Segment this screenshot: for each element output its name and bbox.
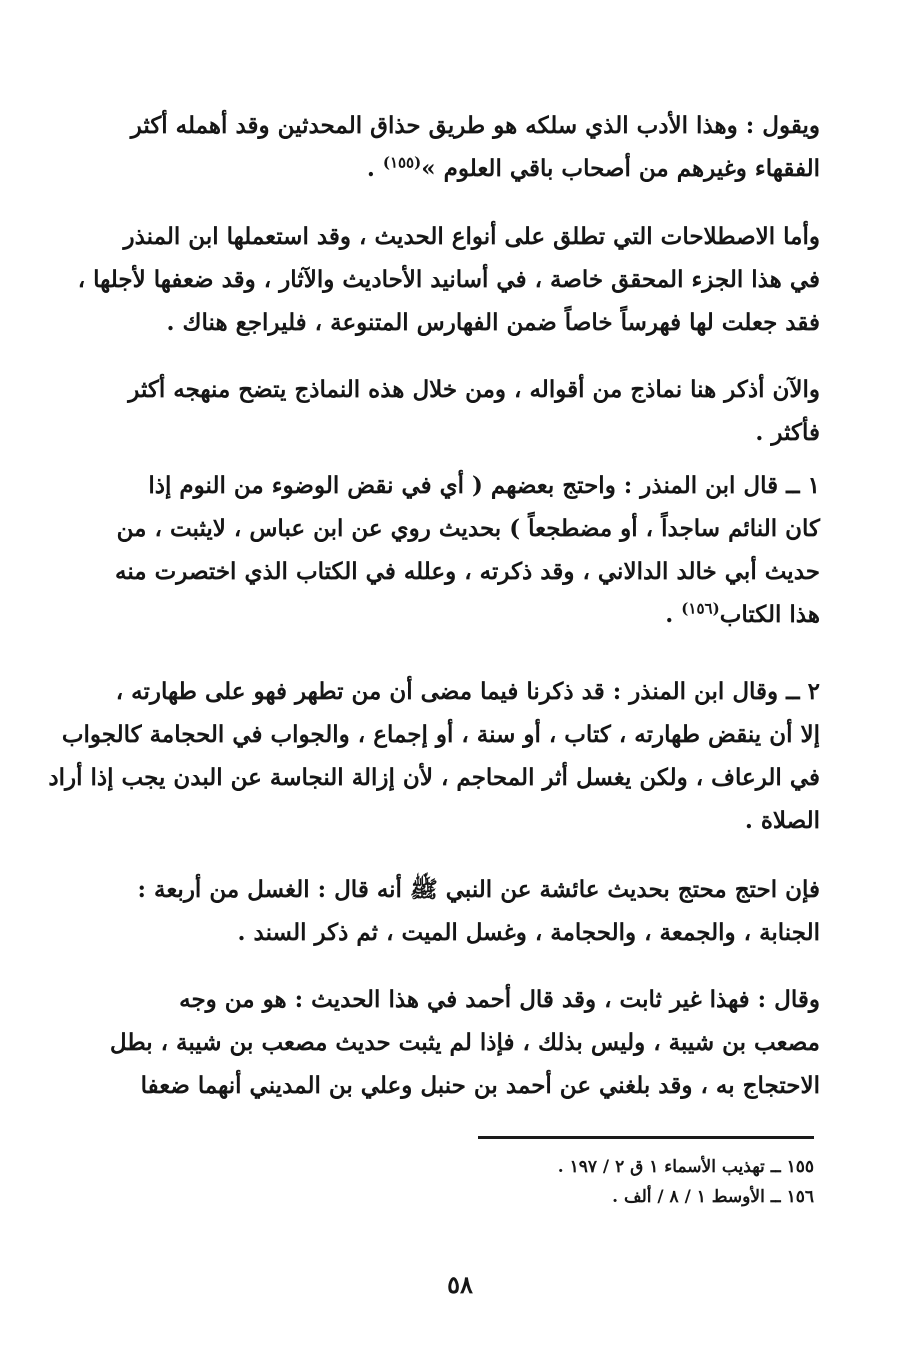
page-number: ٥٨ [447,1270,473,1299]
text-line: فإن احتج محتج بحديث عائشة عن النبي ﷺ أنه قال : الغسل من أربعة : [137,876,820,903]
text-line: والآن أذكر هنا نماذج من أقواله ، ومن خلال هذه النماذج يتضح منهجه أكثر [128,376,820,403]
text-line: الصلاة . [744,807,820,834]
text-line: ٢ ــ وقال ابن المنذر : قد ذكرنا فيما مضى أن من تطهر فهو على طهارته ، [115,678,820,705]
text-line: الجنابة ، والجمعة ، والحجامة ، وغسل الميت ، ثم ذكر السند . [237,919,820,946]
text-line: في هذا الجزء المحقق خاصة ، في أسانيد الأحاديث والآثار ، وقد ضعفها لأجلها ، [77,266,820,293]
text-line: وقال : فهذا غير ثابت ، وقد قال أحمد في هذا الحديث : هو من وجه [179,986,820,1013]
text-line: إلا أن ينقض طهارته ، كتاب ، أو سنة ، أو إجماع ، والجواب في الحجامة كالجواب [61,721,820,748]
paragraph-7 [109,978,820,1107]
text-line: مصعب بن شيبة ، وليس بذلك ، فإذا لم يثبت حديث مصعب بن شيبة ، بطل [109,1029,820,1056]
text-line: ويقول : وهذا الأدب الذي سلكه هو طريق حذاق المحدثين وقد أهمله أكثر [130,112,820,139]
footnote-item: ١٥٥ ــ تهذيب الأسماء ١ ق ٢ / ١٩٧ . [557,1157,814,1177]
paragraph-4 [115,464,820,636]
text-line: كان النائم ساجداً ، أو مضطجعاً ) بحديث روي عن ابن عباس ، لايثبت ، من [116,515,820,542]
text-line: وأما الاصطلاحات التي تطلق على أنواع الحديث ، وقد استعملها ابن المنذر [123,223,820,250]
text-line-end: . [665,601,682,628]
text-line: في الرعاف ، ولكن يغسل أثر المحاجم ، لأن إزالة النجاسة عن البدن يجب إذا أراد [48,764,820,791]
text-line-end: . [366,155,383,182]
footnote-item: ١٥٦ ــ الأوسط ١ / ٨ / ألف . [612,1187,814,1207]
text-line: الاحتجاج به ، وقد بلغني عن أحمد بن حنبل وعلي بن المديني أنهما ضعفا [140,1072,820,1099]
footnotes [478,1152,814,1212]
text-line [130,593,820,636]
text-line: الفقهاء وغيرهم من أصحاب باقي العلوم » [421,155,820,182]
paragraph-2 [77,215,820,344]
text-line: فأكثر . [755,419,820,446]
text-line: ١ ــ قال ابن المنذر : واحتج بعضهم ( أي في نقض الوضوء من النوم إذا [148,472,820,499]
text-line [130,147,820,190]
text-line: هذا الكتاب [719,601,820,628]
paragraph-1 [130,104,820,190]
text-line: فقد جعلت لها فهرساً خاصاً ضمن الفهارس المتنوعة ، فليراجع هناك . [166,309,820,336]
text-line: حديث أبي خالد الدالاني ، وقد ذكرته ، وعلله في الكتاب الذي اختصرت منه [115,558,820,585]
footnote-ref: (١٥٦) [681,599,720,618]
footnote-ref: (١٥٥) [382,153,422,172]
footnote-divider [478,1136,814,1139]
paragraph-6 [130,868,820,954]
paragraph-3 [130,368,820,454]
paragraph-5 [48,670,820,842]
